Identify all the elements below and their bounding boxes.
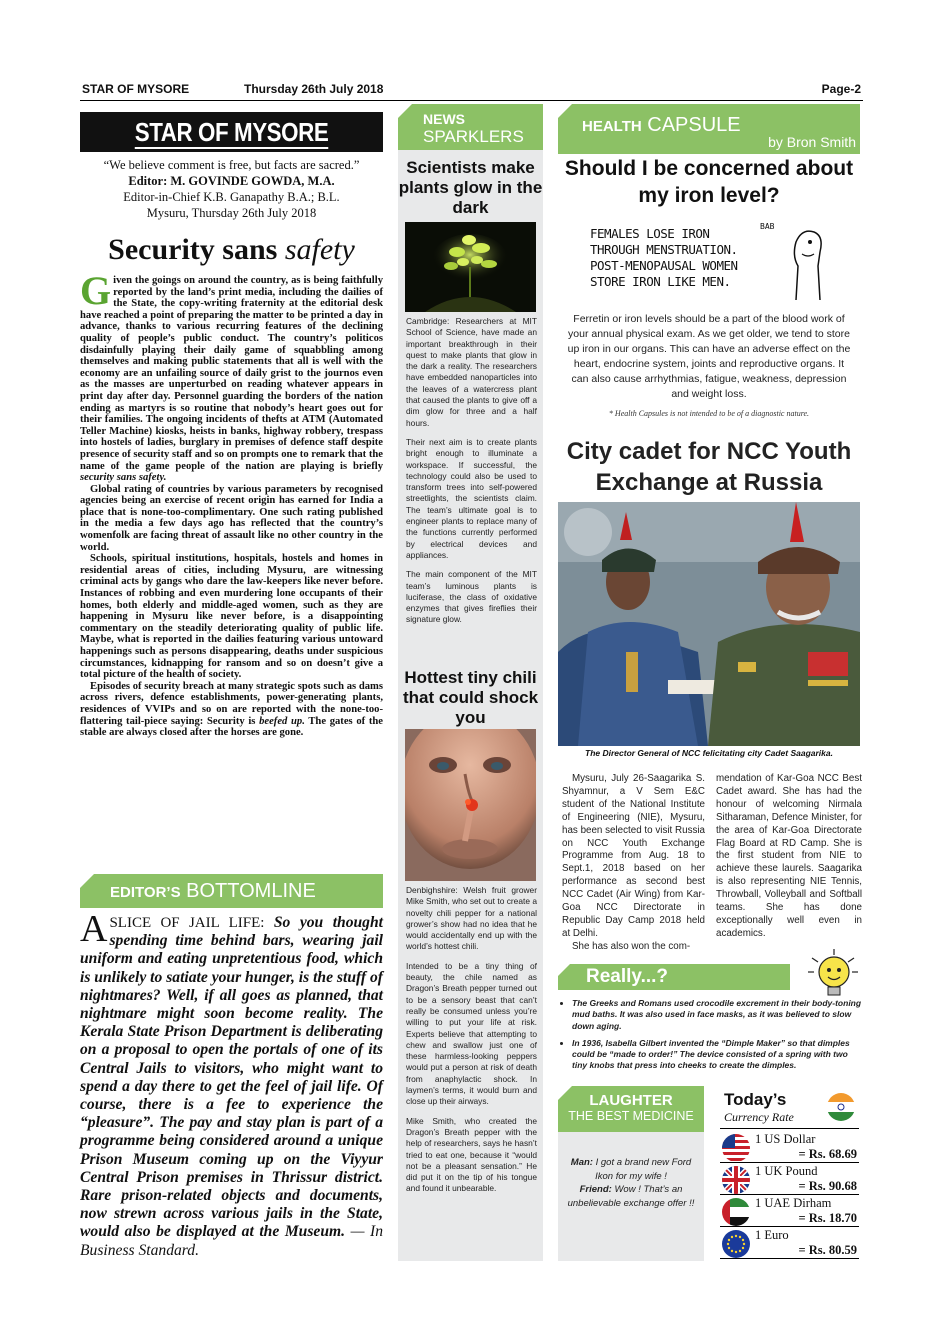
currency-rate-box: [718, 1086, 861, 1261]
currency-row-eur: 1 Euro = Rs. 80.59: [720, 1228, 859, 1258]
lightbulb-icon: [806, 948, 862, 1000]
glow-plants-story: Cambridge: Researchers at MIT School of Science, have made an important breakthrough in their quest to make plants that glow in the dark a reality. The researchers have embedded nanoparticles into the leaves of a watercress plant that caused the plants to give off a dim glow for three and a half hours. Their next aim is to create plants bright enough to illuminate a workspace. If successful, the technology could also be used to transform trees into self-powered streetlights, the scientists claim. The team’s ultimate goal is to engineer plants to replace many of the functions currently performed by electrical devices and appliances. The main component of the MIT team’s luminous plants is luciferase, the class of oxidative enzymes that gives fireflies their signature glow.: [406, 316, 537, 625]
ncc-story-col1: Mysuru, July 26-Saagarika S. Shyamnur, a V Sem E&C student of the National Institute of Engineering (NIE), Mysuru, has been selected to visit Russia on NCC Youth Exchange Programme from Aug. 18 to Sept.1, 2018 based on her performance as second best NCC Cadet (Air Wing) from Kar-Goa NCC Directorate in Republic Day Camp 2018 held at Delhi. She has also won the com-: [562, 773, 705, 952]
editorial-headline: Security sans safety: [108, 233, 355, 266]
health-question: Should I be concerned about my iron level?: [564, 157, 854, 207]
laughter-bar: LAUGHTER THE BEST MEDICINE: [558, 1086, 704, 1132]
chili-story: Denbighshire: Welsh fruit grower Mike Smith, who set out to create a novelty chili pepper for a national grower’s show had no idea that he would accidentally end up with the world’s hottest chili. Intended to be a tiny thing of beauty, the chile named as Dragon’s Breath pepper turned out to be a sensory beast that can’t really be consumed unless you’re willing to put your life at risk. Experts believe that attempting to chew and swallow just one of these harmless-looking peppers would put a person at risk of death from anaphylactic shock. In laymen’s terms, it would burn and close up their airways. Mike Smith, who created the Dragon’s Breath pepper with the help of researchers, says he hasn’t tried to eat one, because it “would not be a pleasant sensation.” He did put it on the tip of his tongue and found it unbearable.: [406, 885, 537, 1194]
cartoon-figure-icon: [782, 226, 830, 302]
cartoon-badge: BAB: [760, 222, 775, 231]
editorial-dropcap: G: [80, 268, 112, 313]
page-number: Page-2: [821, 82, 861, 96]
ncc-headline: City cadet for NCC Youth Exchange at Russia: [566, 438, 852, 496]
page-header: [80, 81, 863, 101]
health-byline: by Bron Smith: [768, 134, 856, 150]
list-item: • In 1936, Isabella Gilbert invented the “Dimple Maker” so that dimples could be “made to order!” The device consisted of a spring with two tiny knobs that press into cheeks to create the dimples.: [572, 1038, 862, 1072]
health-body: Ferretin or iron levels should be a part of the blood work of your annual physical exam. As we get older, we tend to store up iron in our organs. This can have an adverse effect on the heart, endocrine system, joints and reproductive organs. It can also cause arrhythmias, fatigue, weakness, depression and weight loss.: [567, 313, 851, 400]
glow-plants-headline: Scientists make plants glow in the dark: [398, 158, 543, 217]
eu-flag-icon: [722, 1230, 750, 1258]
motto: “We believe comment is free, but facts are sacred.”: [103, 158, 360, 172]
issue-date: Thursday 26th July 2018: [244, 82, 384, 96]
currency-row-usd: 1 US Dollar = Rs. 68.69: [720, 1132, 859, 1162]
health-cartoon: FEMALES LOSE IRON THROUGH MENSTRUATION. POST-MENOPAUSAL WOMEN STORE IRON LIKE MEN. BAB: [590, 222, 830, 302]
currency-row-gbp: 1 UK Pound = Rs. 90.68: [720, 1164, 859, 1194]
news-sparklers-bar: NEWS SPARKLERS: [398, 104, 543, 150]
currency-title: Today’s: [724, 1090, 787, 1109]
bottomline-body: ASLICE OF JAIL LIFE: So you thought spending time behind bars, wearing jail uniform and eating unpretentious food, which is unlikely to satiate your hunger, is the stuff of nightmares? Well, if all goes as planned, that nightmare might soon become reality. The Kerala State Prison Department is deliberating on a proposal to open the portals of one of its Central Jails to visitors, who might want to spend a day there to get the feel of jail life. Of course, there is a fee to experience the “pleasure”. The pay and stay plan is part of a programme being considered around a unique Prison Museum coming up on the Viyyur Central Prison premises in Thrissur district. Rare prison-related objects and documents, now strewn across various jails in the State, would also be displayed at the Museum. — In Business Standard.: [80, 908, 383, 1259]
uae-flag-icon: [722, 1198, 750, 1226]
masthead-credits: [80, 157, 383, 221]
chili-headline: Hottest tiny chili that could shock you: [402, 668, 539, 727]
glowing-plant-photo: [405, 222, 536, 312]
bottomline-dropcap: A: [80, 908, 108, 950]
really-bar: Really...?: [558, 964, 790, 990]
editors-bottomline-bar: EDITOR’S BOTTOMLINE: [80, 874, 383, 908]
currency-subtitle: Currency Rate: [724, 1110, 794, 1124]
masthead-logo: STAR OF MYSORE: [80, 112, 383, 152]
laughter-joke: Man: I got a brand new Ford Ikon for my wife ! Friend: Wow ! That’s an unbelievable exchange offer !!: [567, 1157, 695, 1209]
really-list: [562, 998, 862, 1078]
ncc-photo-caption: The Director General of NCC felicitating city Cadet Saagarika.: [585, 748, 833, 758]
ncc-story-col2: mendation of Kar-Goa NCC Best Cadet award. She has had the honour of welcoming Nirmala Sitharaman, Defence Minister, for the area of Kar-Goa Directorate Flag Board at RD Camp. She is the first student from NIE to achieve these laurels. Saagarika is also representing NIE Tennis, Throwball, Volleyball and Softball teams. She has done exceptionally well even in academics.: [716, 773, 862, 939]
currency-row-aed: 1 UAE Dirham = Rs. 18.70: [720, 1196, 859, 1226]
paper-name: STAR OF MYSORE: [82, 82, 190, 96]
chili-photo: [405, 729, 536, 881]
editor-in-chief-line: Editor-in-Chief K.B. Ganapathy B.A.; B.L.: [123, 190, 340, 204]
us-flag-icon: [722, 1134, 750, 1162]
dateline: Mysuru, Thursday 26th July 2018: [146, 206, 317, 220]
list-item: • The Greeks and Romans used crocodile excrement in their body-toning mud baths. It was also used in face masks, as it was believed to slow down aging.: [572, 998, 862, 1032]
india-flag-icon: [826, 1092, 856, 1122]
ncc-photo: [558, 502, 860, 746]
editor-line: Editor: M. GOVINDE GOWDA, M.A.: [128, 174, 335, 188]
health-capsule-bar: HEALTH CAPSULE by Bron Smith: [558, 104, 860, 154]
uk-flag-icon: [722, 1166, 750, 1194]
health-disclaimer: * Health Capsules is not intended to be of a diagnostic nature.: [608, 409, 810, 418]
editorial-body: Given the goings on around the country, as is being faithfully reported by the land’s print media, including the dailies of the State, the copy-writing fraternity at the editorial desk have reached a point of preparing the matter to be printed a day in advance, thanks to various recurring features of the declining quality of people’s public conduct. The country’s politicos disdainfully playing their daily game of squabbling among themselves and making public statements that all is well with the economy are an unfailing source of daily grist to the journos even as the masses are unperturbed on reading whatever appears in print day after day. Personnel guarding the borders of the nation ending as martyrs is so routine that nobody’s heart goes out for their families. The ongoing incidents of thefts at ATM (Automated Teller Machine) kiosks, heists in banks, highway robbery, trespass into hostels of ladies, burglary in premises of defence staff despite presence of security staff and so on prompts one to remark that the name of the game people of the nation are playing is briefly security sans safety. Global rating of countries by various parameters by recognised agencies being an exercise of recent origin has earned for India a place that is none-too-complimentary. One such rating published in the media a few days ago has reflected that the country’s womenfolk are facing threat of assault like no other country in the world. Schools, spiritual institutions, hospitals, hostels and homes in residential areas of cities, including Mysuru, are witnessing criminal acts by gangs who dare the law-keepers like never before. Instances of robbing and even murdering lone occupants of their homes, both elderly and middle-aged women, such as they are happening in Mysuru like never before, is a disappointing commentary on the steadily deteriorating quality of public life. Maybe, what is reported in the dailies featuring various untoward happenings such as persons disappearing, deaths under suspicious circumstances, kidnapping for ransom and so on doesn’t give a total picture of the health of society. Episodes of security breach at many strategic spots such as dams across rivers, defence establishments, power-generating plants, residences of VVIPs and so on are reported with the none-too-flattering tail-piece saying: Security is beefed up. The gates of the stable are always closed after the horses are gone.: [80, 268, 383, 739]
